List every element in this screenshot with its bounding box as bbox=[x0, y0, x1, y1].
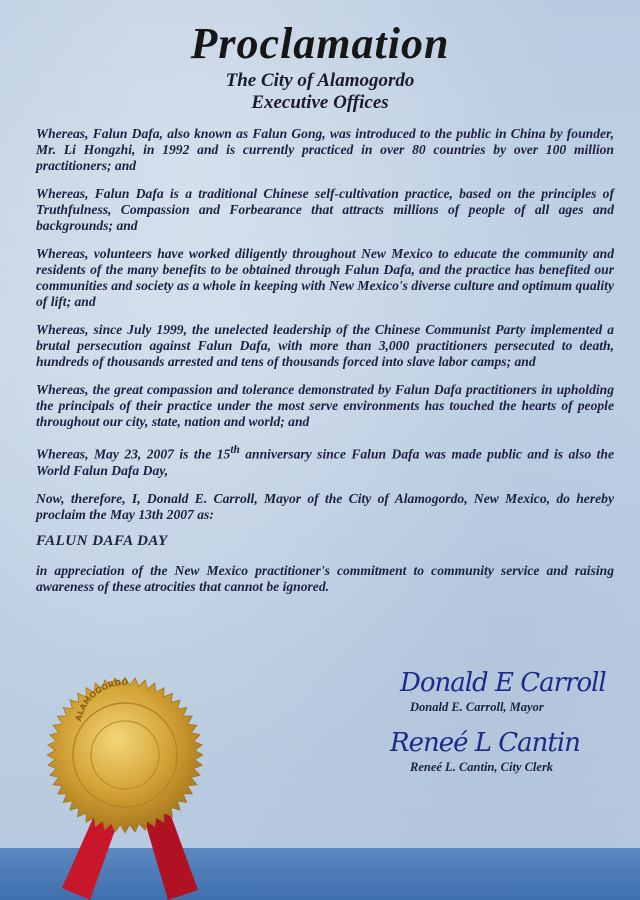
city-name: The City of Alamogordo bbox=[225, 70, 415, 91]
gold-seal-with-ribbon bbox=[40, 660, 210, 900]
whereas-paragraph: Whereas, Falun Dafa, also known as Falun Gong, was introduced to the public in China by founder, Mr. Li Hongzhi, in 1992 and is currently practiced in over 80 countries by over 100 million practitioners; and bbox=[36, 126, 614, 173]
clerk-signature: Reneé L Cantin bbox=[390, 728, 580, 758]
now-therefore-paragraph: Now, therefore, I, Donald E. Carroll, Mayor of the City of Alamogordo, New Mexico, do hereby proclaim the May 13th 2007 as: bbox=[36, 490, 614, 522]
anniversary-paragraph bbox=[36, 442, 614, 479]
mayor-name: Donald E. Carroll, Mayor bbox=[410, 700, 544, 714]
clerk-signature-block bbox=[380, 728, 630, 775]
mayor-signature-block bbox=[380, 668, 630, 715]
anniversary-text-start: Whereas, May 23, 2007 is the 15 bbox=[36, 446, 231, 462]
proclamation-body bbox=[36, 126, 614, 607]
whereas-paragraph: Whereas, since July 1999, the unelected leadership of the Chinese Communist Party implemented a brutal persecution against Falun Dafa, with more than 3,000 practitioners persecuted to death, hundreds of thousands arrested and tens of thousands forced into slave labor camps; and bbox=[36, 322, 614, 369]
seal-ring-text: ALAMOGORDO bbox=[73, 677, 129, 723]
closing-paragraph: in appreciation of the New Mexico practitioner's commitment to community service and raising awareness of these atrocities that cannot be ignored. bbox=[36, 562, 614, 594]
ordinal-suffix: th bbox=[230, 444, 240, 456]
clerk-name: Reneé L. Cantin, City Clerk bbox=[410, 760, 554, 774]
whereas-paragraph: Whereas, volunteers have worked diligently throughout New Mexico to educate the community and residents of the many benefits to be obtained through Falun Dafa, and the practice has benefited our communities and society as a whole in keeping with New Mexico's diverse culture and optimum quality of lift; and bbox=[36, 246, 614, 309]
mayor-signature: Donald E Carroll bbox=[400, 668, 606, 698]
proclaimed-day-title: FALUN DAFA DAY bbox=[36, 532, 168, 549]
office-name: Executive Offices bbox=[251, 92, 389, 113]
whereas-paragraph: Whereas, Falun Dafa is a traditional Chinese self-cultivation practice, based on the principles of Truthfulness, Compassion and Forbearance that attracts millions of people of all ages and backgrounds; and bbox=[36, 186, 614, 233]
seal-starburst bbox=[47, 677, 203, 833]
whereas-paragraph: Whereas, the great compassion and tolerance demonstrated by Falun Dafa practitioners in upholding the principals of their practice under the most serve environments has touched the hearts of people throughout our city, state, nation and world; and bbox=[36, 382, 614, 429]
document-title: Proclamation bbox=[190, 19, 450, 68]
anniversary-text-end: anniversary since Falun Dafa was made public and is also the World Falun Dafa Day, bbox=[36, 446, 614, 478]
